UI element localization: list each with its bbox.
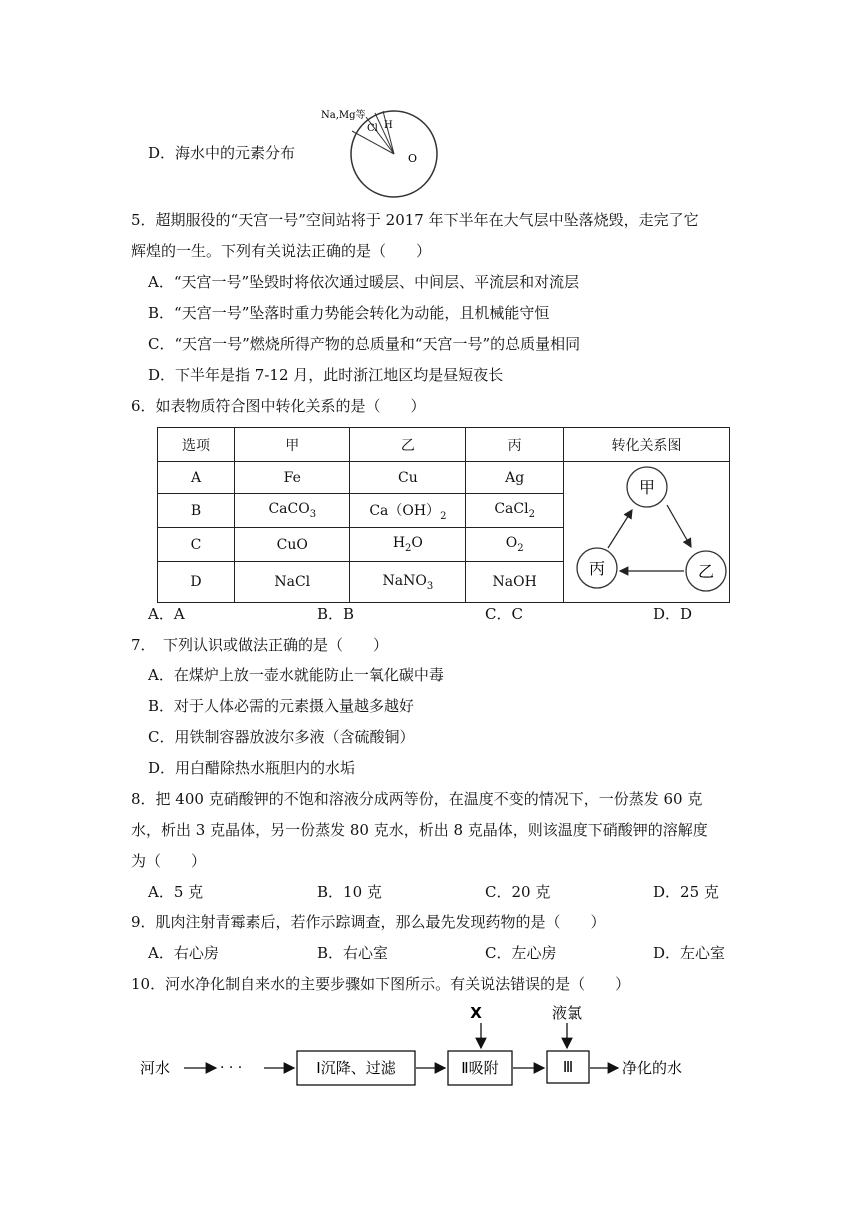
flow-start-label: 河水 — [140, 1059, 171, 1077]
table-cell: Ag — [466, 462, 564, 494]
q5-stem-line2: 辉煌的一生。下列有关说法正确的是（ ） — [131, 242, 432, 260]
q6-stem: 6．如表物质符合图中转化关系的是（ ） — [131, 397, 426, 415]
table-cell: C — [158, 528, 235, 562]
q9-option-c: C．左心房 — [485, 944, 557, 962]
table-cell: $Ca(OH)_2$ — [350, 494, 466, 528]
flow-input-chlorine-label: 液氯 — [551, 1004, 583, 1022]
q5-option-b: B．“天宫一号”坠落时重力势能会转化为动能，且机械能守恒 — [148, 304, 550, 322]
table-cell: $O_2$ — [466, 528, 564, 562]
transformation-diagram — [564, 463, 729, 601]
table-cell: NaCl — [235, 562, 350, 603]
flow-input-x-label: X — [470, 1004, 482, 1022]
element-distribution-pie — [315, 100, 445, 200]
pie-label-o: O — [408, 152, 418, 165]
table-cell: $H_2O$ — [350, 528, 466, 562]
node-bing-label: 丙 — [588, 559, 606, 578]
table-cell: D — [158, 562, 235, 603]
flow-step2-label: Ⅱ吸附 — [461, 1059, 499, 1077]
table-row — [158, 462, 730, 494]
q5-option-a: A．“天宫一号”坠毁时将依次通过暖层、中间层、平流层和对流层 — [148, 273, 580, 291]
pie-label-cl: Cl — [367, 123, 378, 134]
table-cell: CuO — [235, 528, 350, 562]
table-header-bing: 丙 — [466, 428, 564, 462]
arrow-bing-to-jia — [608, 510, 632, 548]
q8-stem-line3: 为（ ） — [131, 852, 207, 870]
table-cell: NaNO$_3$ — [350, 562, 466, 603]
node-yi-label: 乙 — [697, 562, 715, 581]
q8-option-b: B．10 克 — [317, 883, 382, 901]
q5-option-c: C．“天宫一号”燃烧所得产物的总质量和“天宫一号”的总质量相同 — [148, 335, 581, 353]
flow-ellipsis: · · · — [220, 1060, 243, 1076]
table-cell: A — [158, 462, 235, 494]
table-header-yi: 乙 — [350, 428, 466, 462]
q8-option-a: A．5 克 — [148, 883, 204, 901]
q7-stem: 7． 下列认识或做法正确的是（ ） — [131, 636, 389, 654]
table-header-option: 选项 — [158, 428, 235, 462]
table-cell: NaOH — [466, 562, 564, 603]
flow-step1-label: Ⅰ沉降、过滤 — [316, 1059, 396, 1077]
q9-option-b: B．右心室 — [317, 944, 389, 962]
q8-option-c: C．20 克 — [485, 883, 551, 901]
table-cell: CaCO$_3$ — [235, 494, 350, 528]
q6-answer-a: A．A — [148, 605, 185, 623]
q7-option-a: A．在煤炉上放一壶水就能防止一氧化碳中毒 — [148, 666, 444, 684]
node-jia-label: 甲 — [638, 478, 656, 497]
q7-option-d: D．用白醋除热水瓶胆内的水垢 — [148, 759, 356, 777]
q6-table — [157, 427, 730, 603]
q10-stem: 10．河水净化制自来水的主要步骤如下图所示。有关说法错误的是（ ） — [131, 975, 631, 993]
q7-option-c: C．用铁制容器放波尔多液（含硫酸铜） — [148, 728, 415, 746]
q8-stem-line1: 8．把 400 克硝酸钾的不饱和溶液分成两等份，在温度不变的情况下，一份蒸发 60 克 — [131, 790, 703, 808]
q8-stem-line2: 水，析出 3 克晶体，另一份蒸发 80 克水，析出 8 克晶体，则该温度下硝酸钾的溶解度 — [131, 821, 708, 839]
q4-option-d: D．海水中的元素分布 — [148, 144, 296, 162]
pie-label-minor: Na,Mg等 — [321, 110, 366, 121]
q9-stem: 9．肌肉注射青霉素后，若作示踪调查，那么最先发现药物的是（ ） — [131, 913, 606, 931]
table-header-jia: 甲 — [235, 428, 350, 462]
transformation-diagram-cell — [564, 462, 730, 603]
q5-stem-line1: 5．超期服役的“天宫一号”空间站将于 2017 年下半年在大气层中坠落烧毁，走完了它 — [131, 211, 699, 229]
table-header-diagram: 转化关系图 — [564, 428, 730, 462]
table-cell: B — [158, 494, 235, 528]
q7-option-b: B．对于人体必需的元素摄入量越多越好 — [148, 697, 415, 715]
q9-option-d: D．左心室 — [653, 944, 726, 962]
q8-option-d: D．25 克 — [653, 883, 719, 901]
arrow-jia-to-yi — [667, 505, 691, 547]
q6-answer-b: B．B — [317, 605, 355, 623]
table-cell: Cu — [350, 462, 466, 494]
flow-end-label: 净化的水 — [622, 1059, 683, 1077]
q6-answer-c: C．C — [485, 605, 523, 623]
q9-option-a: A．右心房 — [148, 944, 219, 962]
table-cell: CaCl$_2$ — [466, 494, 564, 528]
q6-answer-d: D．D — [653, 605, 693, 623]
table-cell: Fe — [235, 462, 350, 494]
pie-label-h: H — [384, 120, 393, 131]
flow-step3-label: Ⅲ — [562, 1058, 574, 1076]
q5-option-d: D．下半年是指 7-12 月，此时浙江地区均是昼短夜长 — [148, 366, 504, 384]
water-purification-flowchart — [140, 1000, 740, 1100]
